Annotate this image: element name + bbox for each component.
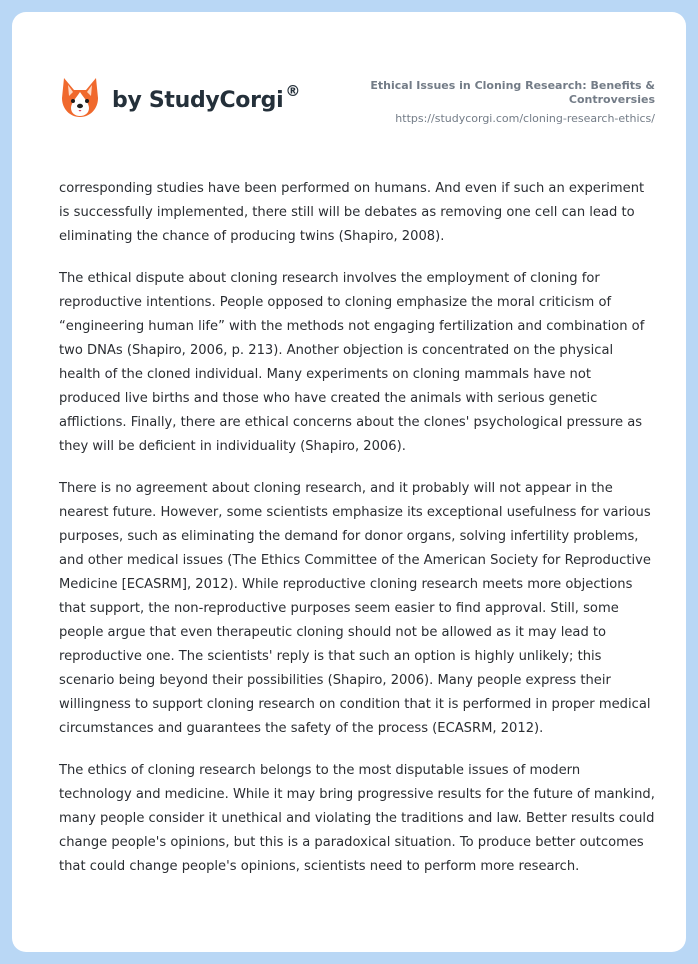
brand-text: by StudyCorgi	[112, 87, 284, 113]
paragraph: corresponding studies have been performed on humans. And even if such an experiment is successfully implemented, there still will be debates as removing one cell can lead to eliminating the chance of producing twins (Shapiro, 2008).	[59, 181, 645, 244]
registered-mark: ®	[285, 81, 301, 100]
page-header	[12, 12, 686, 162]
document-url[interactable]: https://studycorgi.com/cloning-research-ethics/	[395, 112, 655, 125]
brand-logo[interactable]	[60, 76, 300, 120]
paragraph: The ethical dispute about cloning research involves the employment of cloning for reproductive intentions. People opposed to cloning emphasize the moral criticism of “engineering human life” with the methods not engaging fertilization and combination of two DNAs (Shapiro, 2006, p. 213). Another objection is concentrated on the physical health of the cloned individual. Many experiments on cloning mammals have not produced live births and those who have created the animals with serious genetic afflictions. Finally, there are ethical concerns about the clones' psychological pressure as they will be deficient in individuality (Shapiro, 2006).	[59, 271, 645, 454]
document-meta	[355, 79, 655, 126]
document-title: Ethical Issues in Cloning Research: Benefits & Controversies	[370, 79, 655, 106]
brand-name	[112, 81, 301, 113]
paragraph: There is no agreement about cloning research, and it probably will not appear in the nearest future. However, some scientists emphasize its exceptional usefulness for various purposes, such as eliminating the demand for donor organs, solving infertility problems, and other medical issues (The Ethics Committee of the American Society for Reproductive Medicine [ECASRM], 2012). While reproductive cloning research meets more objections that support, the non-reproductive purposes seem easier to find approval. Still, some people argue that even therapeutic cloning should not be allowed as it may lead to reproductive one. The scientists' reply is that such an option is highly unlikely; this scenario being beyond their possibilities (Shapiro, 2006). Many people express their willingness to support cloning research on condition that it is performed in proper medical circumstances and guarantees the safety of the process (ECASRM, 2012).	[59, 481, 651, 736]
article-body	[59, 177, 655, 897]
corgi-logo-icon	[60, 76, 100, 120]
paragraph: The ethics of cloning research belongs to the most disputable issues of modern technology and medicine. While it may bring progressive results for the future of mankind, many people consider it unethical and violating the traditions and law. Better results could change people's opinions, but this is a paradoxical situation. To produce better outcomes that could change people's opinions, scientists need to perform more research.	[59, 763, 655, 874]
document-page	[12, 12, 686, 952]
